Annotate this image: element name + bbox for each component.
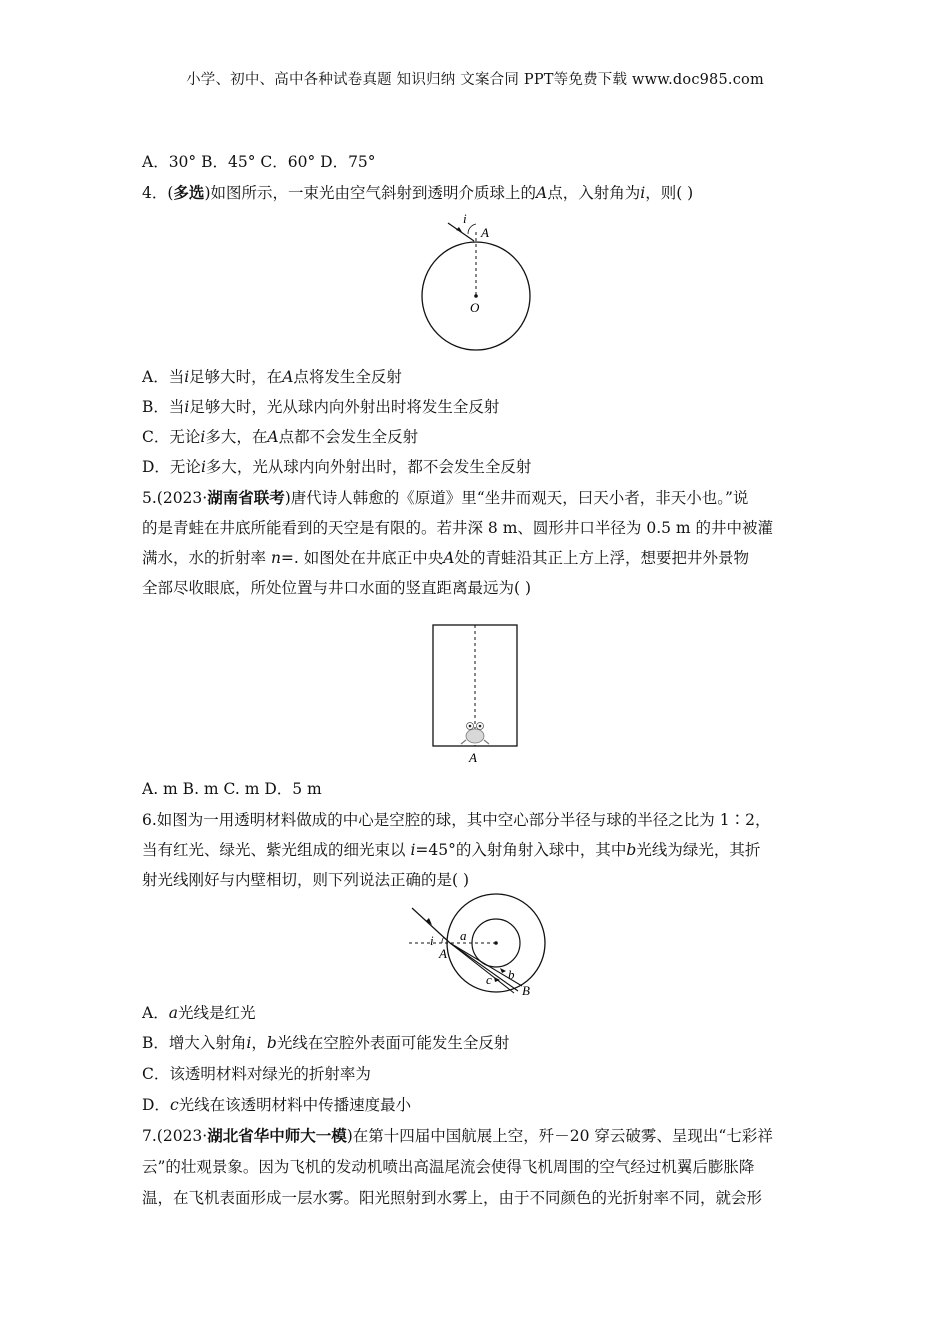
q6-hollow-sphere-figure — [404, 903, 556, 998]
q4-option-c: C．无论i多大，在A点都不会发生全反射 — [142, 428, 419, 446]
q6-line-3: 射光线刚好与内壁相切，则下列说法正确的是( ) — [142, 871, 470, 889]
q5-line-4: 全部尽收眼底，所处位置与井口水面的竖直距离最远为( ) — [142, 579, 532, 597]
q6-label-c: c — [486, 972, 492, 987]
q3-options: A．30° B．45° C．60° D．75° — [142, 153, 376, 171]
q6-label-A: A — [439, 946, 447, 961]
q6-label-i: i — [430, 933, 434, 948]
q4-option-d: D．无论i多大，光从球内向外射出时，都不会发生全反射 — [142, 458, 532, 476]
q5-line-2: 的是青蛙在井底所能看到的天空是有限的。若井深 8 m、圆形井口半径为 0.5 m 的井中被灌 — [142, 519, 774, 537]
q5-line-1: 5.(2023·湖南省联考)唐代诗人韩愈的《原道》里“坐井而观天，曰天小者，非天小也。”说 — [142, 488, 749, 507]
q6-line-2: 当有红光、绿光、紫光组成的细光束以 i=45°的入射角射入球中，其中b光线为绿光，其折 — [142, 841, 761, 859]
q5-options: A. m B. m C. m D．5 m — [142, 780, 322, 798]
page-header: 小学、初中、高中各种试卷真题 知识归纳 文案合同 PPT等免费下载 www.doc985.com — [186, 72, 764, 88]
q6-option-b: B．增大入射角i，b光线在空腔外表面可能发生全反射 — [142, 1034, 510, 1052]
q4-stem: 4．(多选)如图所示，一束光由空气斜射到透明介质球上的A点，入射角为i，则( ) — [142, 183, 694, 202]
q5-well-figure — [430, 622, 520, 764]
q6-label-a: a — [460, 928, 467, 943]
q4-label-O: O — [470, 300, 480, 315]
q5-line-3: 满水，水的折射率 n=. 如图处在井底正中央A处的青蛙沿其正上方上浮，想要把井外景物 — [142, 549, 749, 567]
q5-label-A: A — [469, 750, 477, 765]
q4-option-b: B．当i足够大时，光从球内向外射出时将发生全反射 — [142, 398, 500, 416]
q6-label-b: b — [508, 967, 515, 982]
q7-line-2: 云”的壮观景象。因为飞机的发动机喷出高温尾流会使得飞机周围的空气经过机翼后膨胀降 — [142, 1158, 755, 1176]
q4-label-A: A — [481, 225, 489, 240]
q4-option-a: A．当i足够大时，在A点将发生全反射 — [142, 368, 402, 386]
q7-line-3: 温，在飞机表面形成一层水雾。阳光照射到水雾上，由于不同颜色的光折射率不同，就会形 — [142, 1189, 763, 1207]
q4-sphere-figure — [410, 212, 550, 357]
q4-multi-tag: 多选 — [173, 183, 205, 202]
q6-option-a: A．a光线是红光 — [142, 1004, 256, 1022]
frog-icon — [461, 723, 489, 745]
q7-line-1: 7.(2023·湖北省华中师大一模)在第十四届中国航展上空，歼－20 穿云破雾、呈现出“七彩祥 — [142, 1126, 773, 1145]
q6-option-d: D．c光线在该透明材料中传播速度最小 — [142, 1096, 412, 1114]
q6-label-B: B — [522, 983, 530, 998]
q6-line-1: 6.如图为一用透明材料做成的中心是空腔的球，其中空心部分半径与球的半径之比为 1∶2， — [142, 811, 771, 829]
q6-option-c: C．该透明材料对绿光的折射率为 — [142, 1065, 371, 1083]
q4-label-i: i — [463, 211, 467, 226]
